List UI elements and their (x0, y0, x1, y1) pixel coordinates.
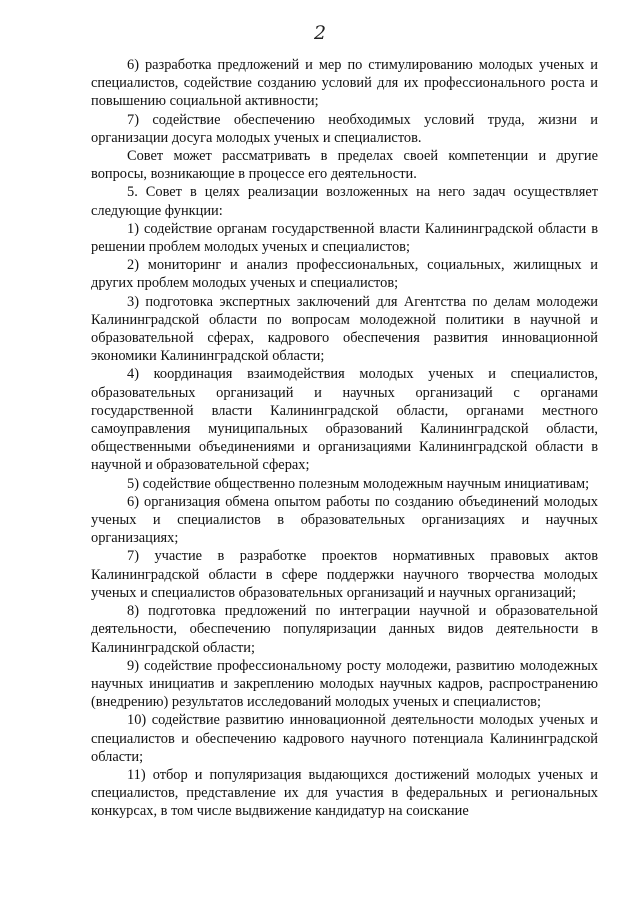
function-item-7: 7) участие в разработке проектов нормативных правовых актов Калининградской области в сфере поддержки научного творчества молодых ученых и специалистов образовательных организаций и научных организаций; (91, 548, 598, 601)
function-item-3: 3) подготовка экспертных заключений для Агентства по делам молодежи Калининградской области по вопросам молодежной политики в научной и образовательной сферах, кадрового обеспечения развития инновационной экономики Калининградской области; (91, 293, 598, 365)
function-item-11: 11) отбор и популяризация выдающихся достижений молодых ученых и специалистов, представление их для участия в федеральных и региональных конкурсах, в том числе выдвижение кандидатур на соискание (91, 766, 598, 820)
paragraph-item-6: 6) разработка предложений и мер по стимулированию молодых ученых и специалистов, содействие созданию условий для их профессионального роста и повышению социальной активности; (91, 57, 598, 110)
paragraph-council-scope: Совет может рассматривать в пределах своей компетенции и другие вопросы, возникающие в процессе его деятельности. (91, 148, 598, 183)
function-item-10: 10) содействие развитию инновационной деятельности молодых ученых и специалистов и обеспечению кадрового научного потенциала Калининградской области; (91, 712, 598, 765)
document-body (91, 56, 598, 821)
function-item-6: 6) организация обмена опытом работы по созданию объединений молодых ученых и специалистов в образовательных организациях и научных организациях; (91, 493, 598, 547)
function-item-5: 5) содействие общественно полезным молодежным научным инициативам; (127, 475, 590, 492)
function-item-9: 9) содействие профессиональному росту молодежи, развитию молодежных научных инициатив и закреплению молодых научных кадров, распространению (внедрению) результатов исследований молодых ученых и специалистов; (91, 657, 598, 711)
function-item-4: 4) координация взаимодействия молодых ученых и специалистов, образовательных организаций и научных организаций с органами государственной власти Калининградской области, органами местного самоуправления муниципальных образований Калининградской области, общественными объединениями и организациями Калининградской области в научной и образовательной сферах; (91, 366, 598, 474)
paragraph-item-7: 7) содействие обеспечению необходимых условий труда, жизни и организации досуга молодых ученых и специалистов. (91, 111, 598, 146)
paragraph-section-5: 5. Совет в целях реализации возложенных на него задач осуществляет следующие функции: (91, 184, 598, 219)
function-item-8: 8) подготовка предложений по интеграции научной и образовательной деятельности, обеспечению популяризации данных видов деятельности в Калининградской области; (91, 603, 598, 656)
page-number: 2 (313, 22, 327, 44)
function-item-2: 2) мониторинг и анализ профессиональных, социальных, жилищных и других проблем молодых ученых и специалистов; (91, 257, 598, 292)
function-item-1: 1) содействие органам государственной власти Калининградской области в решении проблем молодых ученых и специалистов; (91, 220, 598, 256)
